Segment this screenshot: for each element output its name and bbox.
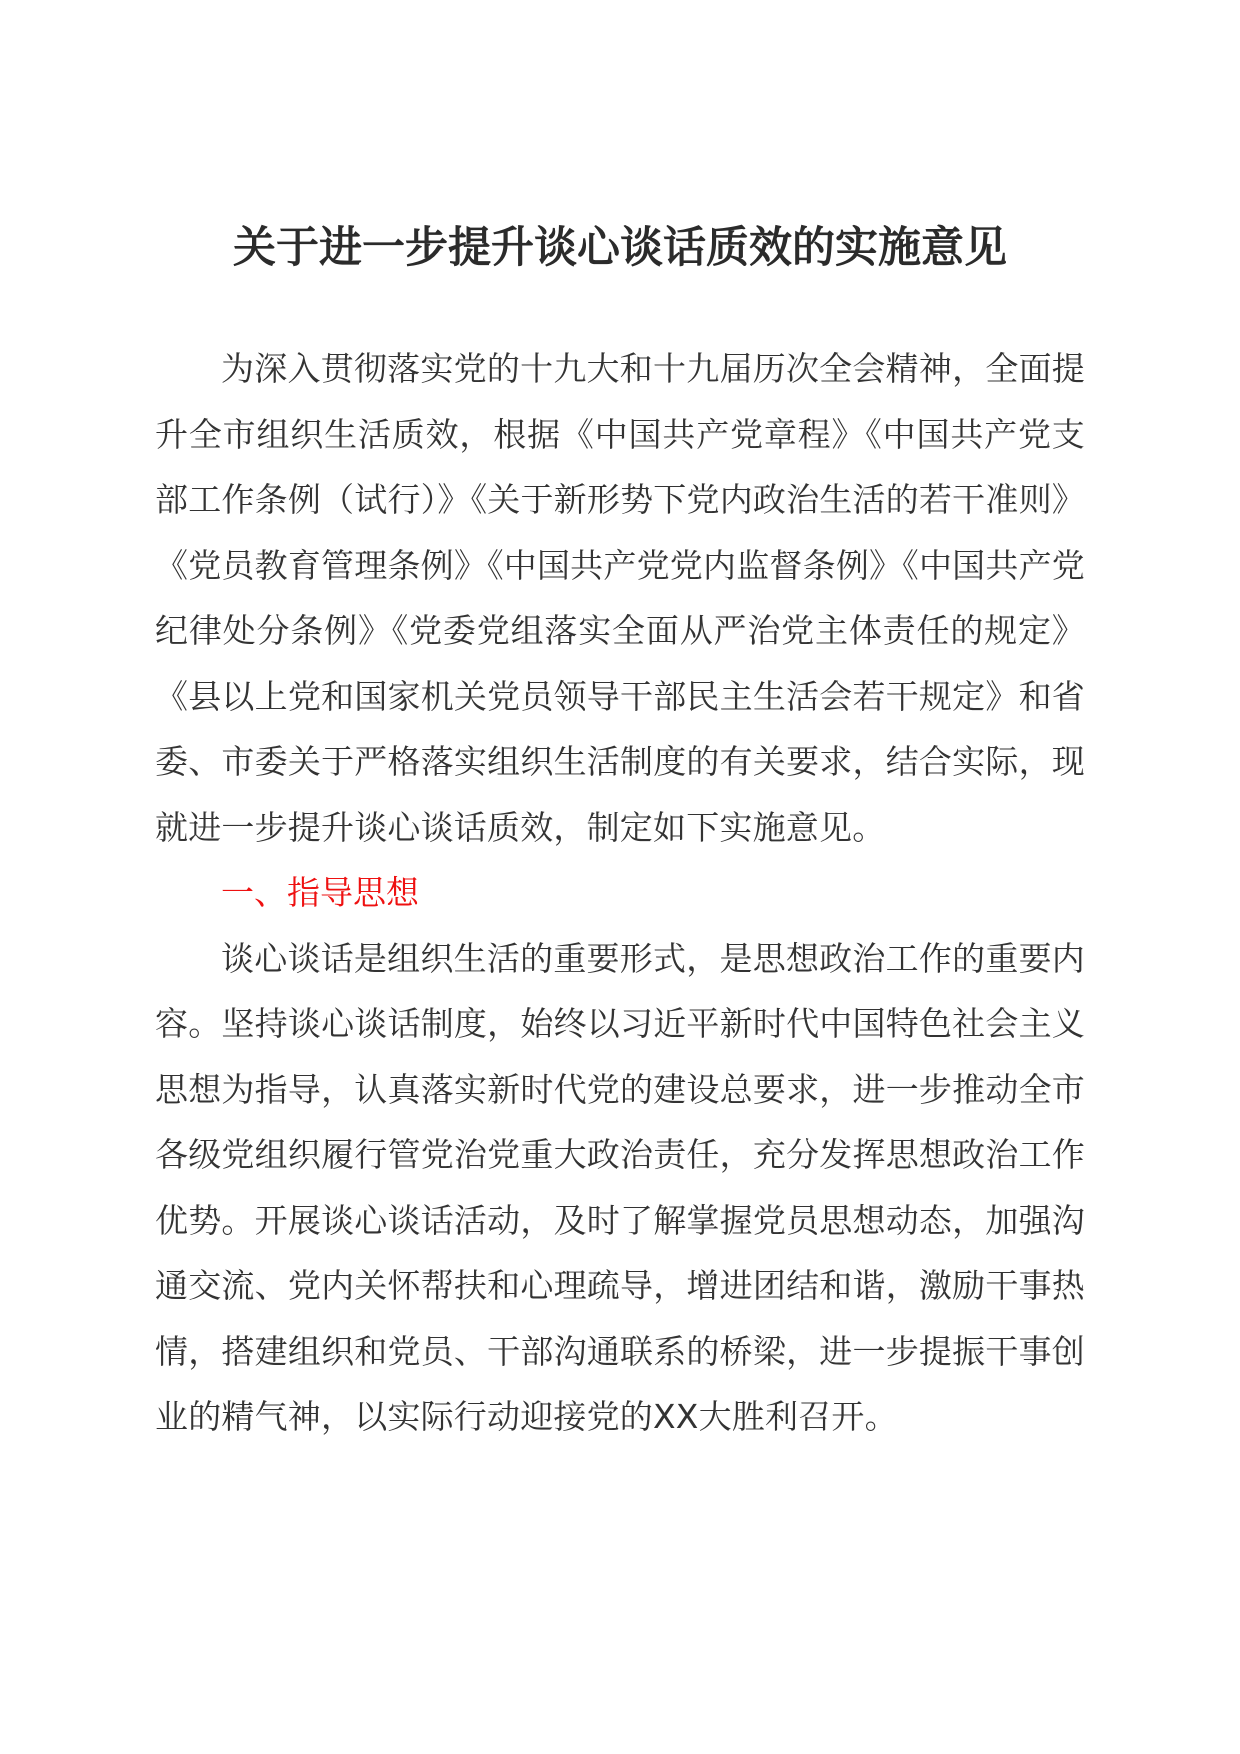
intro-paragraph: 为深入贯彻落实党的十九大和十九届历次全会精神，全面提升全市组织生活质效，根据《中国共产党章程》《中国共产党支部工作条例（试行）》《关于新形势下党内政治生活的若干准则》《党员教育管理条例》《中国共产党党内监督条例》《中国共产党纪律处分条例》《党委党组落实全面从严治党主体责任的规定》《县以上党和国家机关党员领导干部民主生活会若干规定》和省委、市委关于严格落实组织生活制度的有关要求，结合实际，现就进一步提升谈心谈话质效，制定如下实施意见。 — [155, 349, 1085, 847]
document-body — [155, 336, 1085, 1450]
section-paragraph-guiding-ideology: 谈心谈话是组织生活的重要形式，是思想政治工作的重要内容。坚持谈心谈话制度，始终以习近平新时代中国特色社会主义思想为指导，认真落实新时代党的建设总要求，进一步推动全市各级党组织履行管党治党重大政治责任，充分发挥思想政治工作优势。开展谈心谈话活动，及时了解掌握党员思想动态，加强沟通交流、党内关怀帮扶和心理疏导，增进团结和谐，激励干事热情，搭建组织和党员、干部沟通联系的桥梁，进一步提振干事创业的精气神，以实际行动迎接党的XX大胜利召开。 — [155, 938, 1085, 1436]
section-heading-guiding-ideology: 一、指导思想 — [221, 873, 419, 912]
document-title: 关于进一步提升谈心谈话质效的实施意见 — [233, 223, 1007, 273]
